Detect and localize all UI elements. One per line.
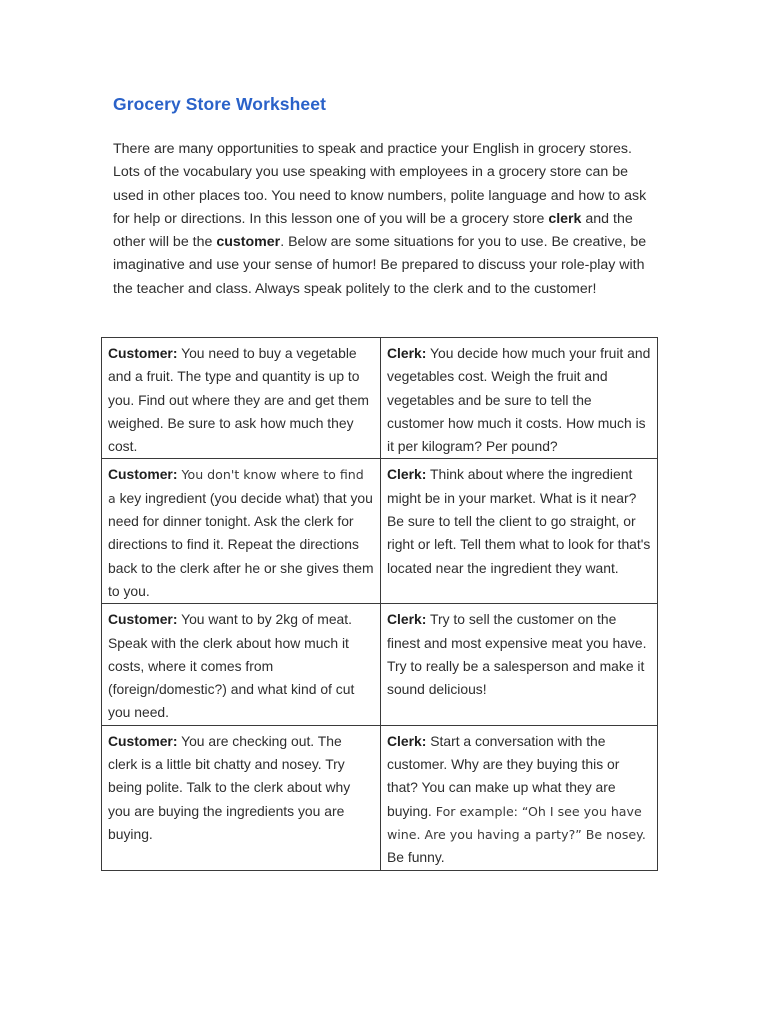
intro-paragraph [113, 138, 661, 301]
customer-text: key ingredient (you decide what) that you need for dinner tonight. Ask the clerk for directions to find it. Repeat the directions back to the clerk after he or she gives them to you. [108, 489, 374, 599]
clerk-cell [381, 725, 658, 870]
clerk-label: Clerk: [387, 732, 427, 749]
clerk-label: Clerk: [387, 466, 427, 483]
clerk-text-end: Be funny. [387, 849, 445, 866]
clerk-text: Think about where the ingredient might be in your market. What is it near? Be sure to tell the client to go straight, or right or left. Tell them what to look for that's located near the ingredient they want. [387, 466, 651, 576]
clerk-cell [381, 338, 658, 459]
customer-cell [102, 338, 381, 459]
clerk-cell [381, 459, 658, 604]
customer-label: Customer: [108, 611, 178, 628]
table-row [102, 459, 658, 604]
table-row [102, 725, 658, 870]
intro-text: and the other will be the [113, 210, 633, 251]
customer-text: You want to by 2kg of meat. Speak with the clerk about how much it costs, where it comes from (foreign/domestic?) and what kind of cut you need. [108, 611, 355, 721]
intro-text: . Below are some situations for you to use. Be creative, be imaginative and use your sense of humor! Be prepared to discuss your role-play with the teacher and class. Always speak politely to the clerk and to the customer! [113, 234, 647, 297]
intro-text: There are many opportunities to speak and practice your English in grocery stores. Lots of the vocabulary you use speaking with employees in a grocery store can be used in other places too. You need to know numbers, polite language and how to ask for help or directions. In this lesson one of you will be a grocery store [113, 141, 647, 227]
intro-bold-clerk: clerk [548, 210, 582, 227]
document-title: Grocery Store Worksheet [113, 94, 327, 114]
clerk-text-alt: For example: “Oh I see you have wine. Are you having a party?” Be nosey. [387, 803, 646, 842]
customer-text: You need to buy a vegetable and a fruit. The type and quantity is up to you. Find out where they are and get them weighed. Be sure to ask how much they cost. [108, 345, 369, 455]
clerk-label: Clerk: [387, 611, 427, 628]
table-row [102, 604, 658, 725]
clerk-cell [381, 604, 658, 725]
customer-text-alt: You don't know where to find a [108, 467, 364, 506]
customer-cell [102, 459, 381, 604]
intro-bold-customer: customer [216, 234, 281, 251]
clerk-text: Try to sell the customer on the finest and most expensive meat you have. Try to really be a salesperson and make it sound delicious! [387, 611, 647, 698]
table-row [102, 338, 658, 459]
customer-cell [102, 604, 381, 725]
customer-label: Customer: [108, 732, 178, 749]
role-play-table [101, 337, 658, 871]
clerk-label: Clerk: [387, 345, 427, 361]
customer-label: Customer: [108, 466, 178, 483]
clerk-text: Start a conversation with the customer. Why are they buying this or that? You can make up what they are buying. [387, 732, 620, 819]
clerk-text: You decide how much your fruit and vegetables cost. Weigh the fruit and vegetables and be sure to tell the customer how much it costs. How much is it per kilogram? Per pound? [387, 345, 651, 455]
customer-cell [102, 725, 381, 870]
customer-label: Customer: [108, 345, 178, 361]
customer-text: You are checking out. The clerk is a little bit chatty and nosey. Try being polite. Talk to the clerk about why you are buying the ingredients you are buying. [108, 732, 351, 842]
